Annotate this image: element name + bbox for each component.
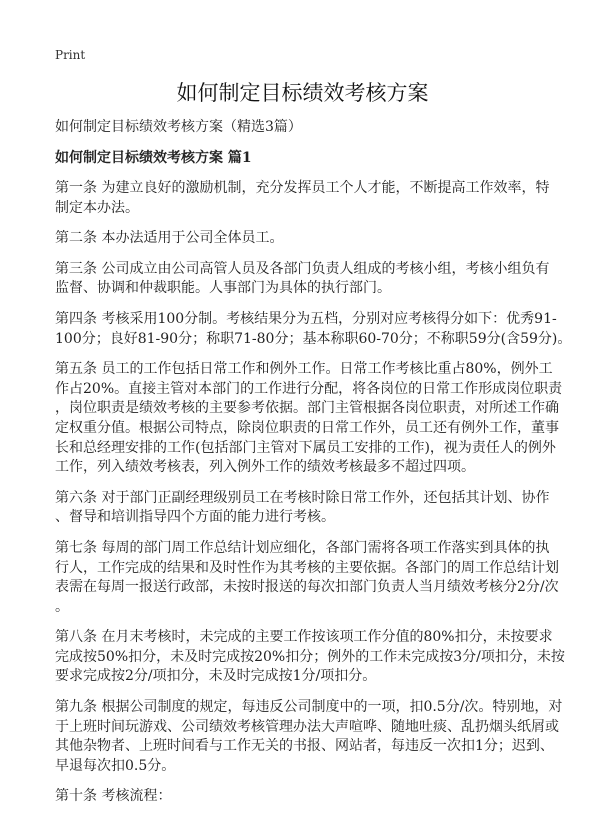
paragraph-line: 第一条 为建立良好的激励机制，充分发挥员工个人才能，不断提高工作效率，特 — [55, 180, 550, 196]
paragraph-line: 第十条 考核流程： — [55, 788, 172, 805]
article-paragraph — [55, 698, 563, 776]
paragraph-line: 第九条 根据公司制度的规定，每违反公司制度中的一项，扣0.5分/次。特别地，对 — [55, 699, 563, 716]
article-paragraph — [55, 539, 559, 617]
paragraph-line: 第二条 本办法适用于公司全体员工。 — [55, 230, 284, 247]
article-paragraph — [55, 787, 550, 807]
paragraph-line: 100分；良好81-90分；称职71-80分；基本称职60-70分；不称职59分(含59分)。 — [55, 330, 572, 347]
paragraph-line: ，岗位职责是绩效考核的主要参考依据。部门主管根据各岗位职责，对所述工作确 — [55, 400, 559, 417]
document-title: 如何制定目标绩效考核方案 — [176, 81, 429, 105]
article-paragraph — [55, 179, 550, 218]
article-paragraph — [55, 229, 550, 249]
article-paragraph — [55, 489, 550, 528]
article-paragraph — [55, 310, 572, 349]
paragraph-line: 第八条 在月末考核时，未完成的主要工作按该项工作分值的80%扣分，未按要求 — [55, 629, 553, 646]
paragraph-line: 完成按50%扣分，未及时完成按20%扣分；例外的工作未完成按3分/项扣分，未按 — [55, 648, 565, 665]
paragraph-line: 于上班时间玩游戏、公司绩效考核管理办法大声喧哗、随地吐痰、乱扔烟头纸屑或 — [55, 718, 559, 735]
paragraph-line: 要求完成按2分/项扣分，未及时完成按1分/项扣分。 — [55, 668, 377, 685]
article-paragraph — [55, 360, 563, 478]
paragraph-line: 表需在每周一报送行政部，未按时报送的每次扣部门负责人当月绩效考核分2分/次 — [55, 579, 559, 596]
print-link[interactable]: Print — [55, 48, 86, 62]
paragraph-line: 早退每次扣0.5分。 — [55, 757, 176, 774]
paragraph-line: 、督导和培训指导四个方面的能力进行考核。 — [55, 509, 335, 526]
section-heading: 如何制定目标绩效考核方案 篇1 — [55, 150, 252, 166]
paragraph-line: 定权重分值。根据公司特点，除岗位职责的日常工作外，员工还有例外工作，董事 — [55, 419, 559, 436]
paragraph-line: 长和总经理安排的工作(包括部门主管对下属员工安排的工作)，视为责任人的例外 — [55, 439, 556, 456]
paragraph-line: 作占20%。直接主管对本部门的工作进行分配，将各岗位的日常工作形成岗位职责 — [55, 380, 563, 397]
document-body — [55, 179, 572, 807]
paragraph-line: 。 — [55, 598, 69, 615]
paragraph-line: 第六条 对于部门正副经理级别员工在考核时除日常工作外，还包括其计划、协作 — [55, 489, 550, 506]
paragraph-line: 工作，列入绩效考核表，列入例外工作的绩效考核最多不超过四项。 — [55, 459, 475, 476]
paragraph-line: 监督、协调和仲裁职能。人事部门为具体的执行部门。 — [55, 280, 391, 297]
article-paragraph — [55, 628, 565, 687]
paragraph-line: 行人，工作完成的结果和及时性作为其考核的主要依据。各部门的周工作总结计划 — [55, 559, 559, 576]
paragraph-line: 第四条 考核采用100分制。考核结果分为五档，分别对应考核得分如下：优秀91- — [55, 310, 557, 327]
paragraph-line: 第七条 每周的部门周工作总结计划应细化，各部门需将各项工作落实到具体的执 — [55, 539, 550, 556]
document-subtitle: 如何制定目标绩效考核方案（精选3篇） — [55, 119, 302, 135]
paragraph-line: 其他杂物者、上班时间看与工作无关的书报、网站者，每违反一次扣1分；迟到、 — [55, 738, 554, 755]
paragraph-line: 第五条 员工的工作包括日常工作和例外工作。日常工作考核比重占80%，例外工 — [55, 361, 553, 378]
paragraph-line: 第三条 公司成立由公司高管人员及各部门负责人组成的考核小组，考核小组负有 — [55, 260, 550, 277]
paragraph-line: 制定本办法。 — [55, 199, 139, 216]
article-paragraph — [55, 260, 550, 299]
